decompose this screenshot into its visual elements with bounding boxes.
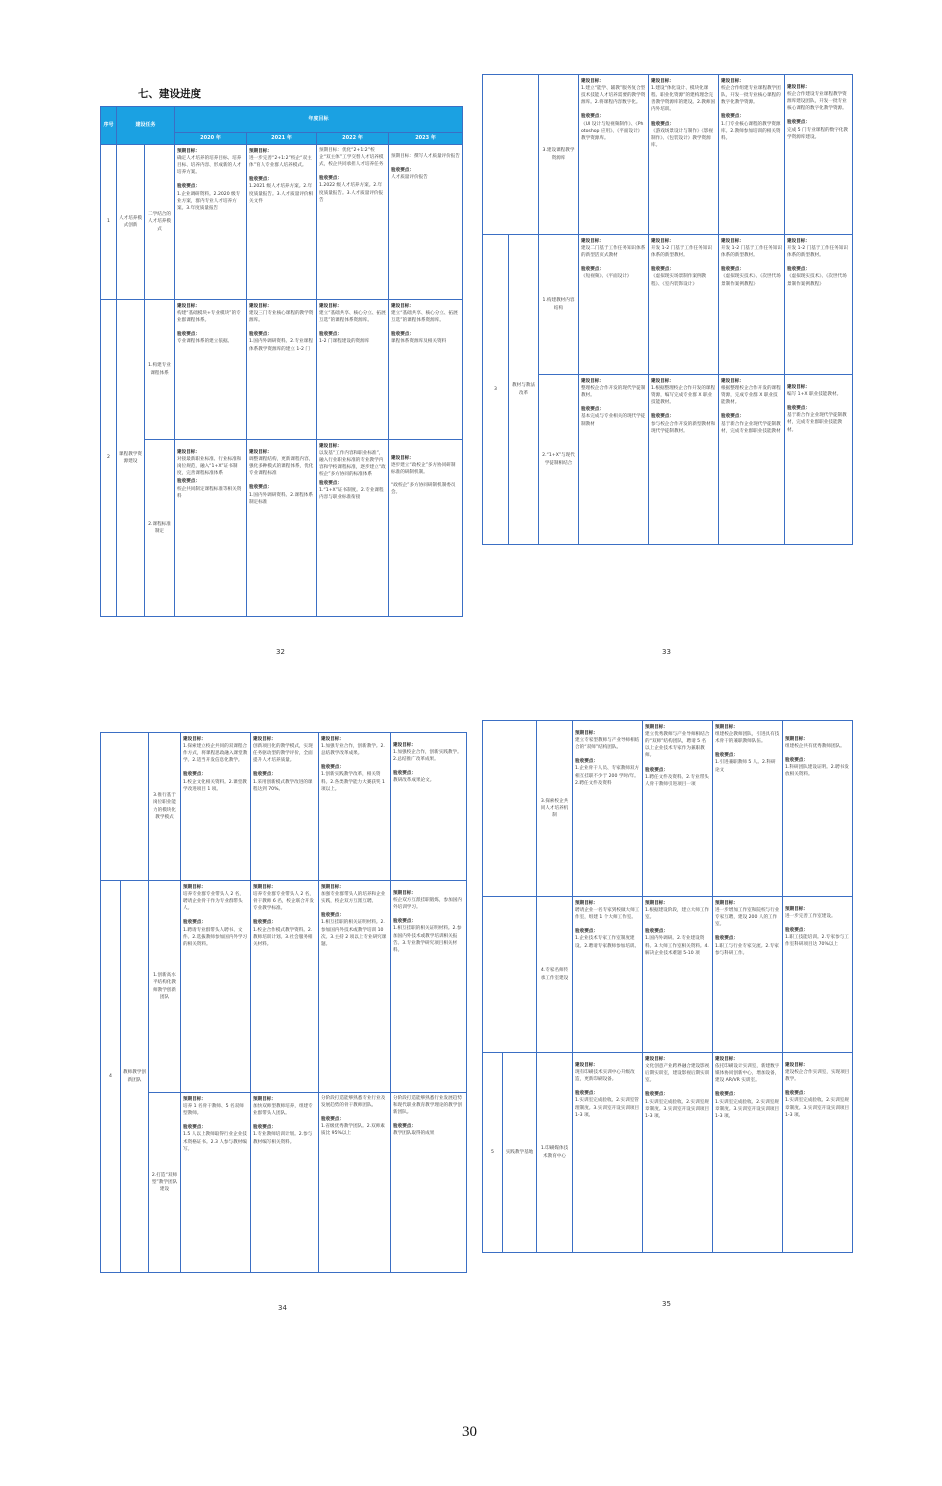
table-row	[483, 75, 853, 235]
sub-task: 4.专家名师传承工作室建设	[537, 897, 573, 1053]
sub-task: 1.创新高水平结构化教师教学创新团队	[149, 881, 181, 1093]
schedule-table-p34	[100, 732, 467, 1273]
sub-task: 3.推行基于岗位职业能力的模块化教学模式	[149, 733, 181, 881]
cell-2020: 建设目标： 1.建立“能学、辅教”服务复合型技术技能人才培养需要的教学资源库。2.将课程内容数字化。 验收要点： 《UI 设计与短视频制作》、《Photoshop 应用》、《平面设计》教学资源库。	[579, 75, 649, 235]
cell-2023: 预期目标： 组建校企共有优秀教师团队。 验收要点： 1.科研团队建设证明。2.聘书发放相关资料。	[783, 721, 853, 897]
sub-task: 2.“1+X”与现代学徒制相结合	[539, 375, 579, 545]
cell-2020: 建设目标： 1.探索建立校企共同的双课程合作方式，将课程思政融入课堂教学。2.适当开发信息化教学。 验收要点： 1.校企文化相关资料。2.课堂教学改进项目 1 项。	[181, 733, 251, 881]
row-number: 5	[483, 1053, 503, 1253]
table-row	[483, 897, 853, 1053]
schedule-table-p33	[482, 74, 853, 545]
cell-2022: 分阶段打造能够熟悉专业行业及发展趋势的骨干教师团队。 验收要点： 1.省级优秀教学团队。2.双师素质比 95%以上	[319, 1093, 391, 1273]
table-row	[483, 721, 853, 897]
row-number: 3	[483, 235, 509, 545]
page-number: 35	[662, 1300, 671, 1308]
header-2020: 2020 年	[175, 133, 247, 145]
cell-2021: 预期目标： 进一步完善“2+1:2”校企“双主体”育人专业群人培养模式。 验收要点： 1.2021 级人才培养方案。2.年度质量报告。3.人才质量评价相关文件	[247, 145, 317, 300]
sub-task: 2.课程标准制定	[145, 440, 175, 617]
cell-2023: 预期目标： 校企双方互派挂职锻炼，参加国内外培训学习。 验收要点： 1.相互挂职的相关证明材料。2.参加国内外技术或教学培训相关报告。3.专业教学研究项目相关材料。	[391, 881, 467, 1093]
cell-2021: 建设目标： 1.建设“体化设计、模块化课程、职业化资源”的建构理念完善教学资源库的建设。2.教师国内外培训。 验收要点： 《游戏场景设计与制作》《影视制作》、《包装设计》教学资源库。	[649, 75, 719, 235]
footer-page-number: 30	[462, 1424, 477, 1440]
header-task: 建设任务	[117, 107, 175, 145]
cell-2020: 预期目标： 聘请企业一名专家到校做大师工作室，组建 1 个大师工作室。 验收要点： 1.企业技术专家工作室制度建设。2.聘请专家教师参加培训。	[573, 897, 643, 1053]
table-row	[483, 1053, 853, 1253]
document-page-32	[100, 80, 462, 670]
header-2022: 2022 年	[317, 133, 389, 145]
cell-2022: 建设目标： 校企合作组建专业课程教学团队，开发一批专业核心课程的数字化教学资源。 验收要点： 1.门专业核心课程的教学资源库。2.教师参加培训的相关资料。	[719, 75, 785, 235]
cell-2020: 预期目标： 培养 1 名骨干教师、5 名双师型教师。 验收要点： 1.5 人以上教师取得行业企业技术资格证书。2.3 人参与教材编写。	[181, 1093, 251, 1273]
cell-2022: 建设目标： 开发 1-2 门基于工作任务知识体系的新型教材。 验收要点： 《虚拟现实技术》、《次世代场景制作案例教程》	[719, 235, 785, 375]
table-row	[101, 1093, 467, 1273]
table-row	[101, 145, 463, 300]
cell-2023: 预期目标： 进一步完善工作室建设。 验收要点： 1.职工技能培训。2.专家参与工作室科研项目达 70%以上	[783, 897, 853, 1053]
sub-task: 3.建设课程教学资源库	[539, 75, 579, 235]
document-page-35	[482, 718, 854, 1312]
document-page-33	[482, 72, 854, 662]
schedule-table-p32	[100, 106, 463, 617]
cell-2022: 预期目标：优化“2+1:2”校企“双主体”工学交替人才培养模式，校企共同承担人才培养任务 验收要点： 1.2022 级人才培养方案。2.年度质量报告。3.人才质量评价报告	[317, 145, 389, 300]
table-row	[101, 733, 467, 881]
cell-2020: 建设目标： 对接最新职业标准、行业标准和岗位规范，融入“1+X”证书制度，完善课程标准体系 验收要点： 校企共同制定课程标准等相关资料	[175, 440, 247, 617]
cell-2023: 预期目标：撰写人才质量评价报告 验收要点： 人才质量评价报告	[389, 145, 463, 300]
sub-task: 二学结合的人才培养模式	[145, 145, 175, 300]
page-number: 33	[662, 648, 671, 656]
sub-task: 3.探索校企共同人才培养机制	[537, 721, 573, 897]
cell-2021: 建设目标： 建设三门专业核心课程的教学资源库。 验收要点： 1.国内外调研资料。2.专业课程体系教学资源库的建立 1-2 门	[247, 300, 317, 440]
cell-2021: 预期目标： 加快双师型教师培养，组建专业群带头人团队。 验收要点： 1.专业教师培训计划。2.参与教材编写相关资料。	[251, 1093, 319, 1273]
cell-2023: 建设目标： 开发 1-2 门基于工作任务知识体系的新型教材。 验收要点： 《虚拟现实技术》、《次世代场景制作案例教程》	[785, 235, 853, 375]
cell-2023: 建设目标： 校企合作建设专业课程教学资源库建设团队，开发一批专业核心课程的数字化教学资源。 验收要点： 完成 5 门专业课程的数字化教学资源库建设。	[785, 75, 853, 235]
task-name: 课程教学资源建设	[117, 300, 145, 617]
header-seq: 序号	[101, 107, 117, 145]
cell-2021: 建设目标： 1.根据整理校企合作开发的课程资源，编写完成专业群 X 职业技能教材。 验收要点： 参与校企合作开发的新型教材和现代学徒制教材。	[649, 375, 719, 545]
header-annual: 年度目标	[175, 107, 463, 133]
cell-2022: 建设目标： 建立“基础共享、核心分立、拓展互选”的课程体系资源库。 验收要点： 1-2 门课程建设的资源库	[317, 300, 389, 440]
cell-2020: 建设目标： 构建“基础模块+专业模块”的专业群课程体系。 验收要点： 专业课程体系的建立依据。	[175, 300, 247, 440]
task-name: 人才培养模式创新	[117, 145, 145, 300]
page-number: 34	[278, 1304, 287, 1312]
sub-task: 2.打造“双师型”教学团队建设	[149, 1093, 181, 1273]
cell-2021: 建设目标： 创新项目化的教学模式，实现任务驱动型的教学评价，全面提升人才培养质量。 验收要点： 1.采用创新模式教学改进的课程达到 70%。	[251, 733, 319, 881]
schedule-table-p35	[482, 720, 853, 1253]
cell-2022: 预期目标： 加强专业群带头人的培养和企业实践，校企双方互派互聘。 验收要点： 1.相互挂职的相关证明材料。2.参加国内外技术或教学培训 10 次。3.主持 2 项以上专业研究课题。	[319, 881, 391, 1093]
table-row	[101, 300, 463, 440]
header-2023: 2023 年	[389, 133, 463, 145]
cell-2023: 建设目标： 逐步建立“政校企”多方协同研制标准的研制机制。 “政校企”多方协同研制机制委员会。	[389, 440, 463, 617]
cell-2022: 建设目标： 根据整理校企合作开发的课程资源，完成专业群 X 职业技能教材。 验收要点： 基于新合作企业现代学徒制教材，完成专业群职业技能教材	[719, 375, 785, 545]
table-row	[101, 881, 467, 1093]
cell-2020: 建设目标： 现有印刷技术实训中心升级改造，更新印刷设备。 验收要点： 1.实训室完成验收。2.实训室管理制度。3.实训室开设实训项目 1-3 项。	[573, 1053, 643, 1253]
cell-2022: 预期目标： 组建校企教师团队，引进具有技术骨干的兼职教师队伍。 验收要点： 1.引进兼职教师 5 人。2.科研论文	[713, 721, 783, 897]
section-title: 七、建设进度	[138, 88, 201, 100]
cell-2020: 预期目标： 建立专家型教师与产业导师相结合的“双师”结构团队。 验收要点： 1.企业骨干人员、专家教师双方相互挂职不少于 200 学时/年。2.聘任文件及资料	[573, 721, 643, 897]
task-name: 教材与教法改革	[509, 235, 539, 545]
cell-2021: 预期目标： 1.根据建设阶段，建立大师工作室。 验收要点： 1.国内外调研。2.专业建设资料。3.大师工作室相关资料。4.解决企业技术难题 5-10 项	[643, 897, 713, 1053]
cell-2020: 建设目标： 建设二门基于工作任务知识体系的新型活页式教材 验收要点： 《短视频》、《平面设计》	[579, 235, 649, 375]
sub-task: 1.印刷媒体技术教育中心	[537, 1053, 573, 1253]
task-name: 实践教学基地	[503, 1053, 537, 1253]
header-2021: 2021 年	[247, 133, 317, 145]
cell-2020: 预期目标： 培养专业群专业带头人 2 名，聘请企业骨干作为专业群带头人。 验收要点： 1.聘请专业群带头人聘书、文件。2.选拔教师参加国内外学习的相关资料。	[181, 881, 251, 1093]
cell-2023: 建设目标： 建立“基础共享、核心分立、拓展互选”的课程体系资源库。 验收要点： 课程体系资源库及相关资料	[389, 300, 463, 440]
document-page-34	[100, 732, 466, 1322]
page-number: 32	[276, 648, 285, 656]
cell-2022: 建设目标： 1.加强专业合作，创新教学。2.总结教学改革成果。 验收要点： 1.创新实践教学改革，相关资料。2.各类教学能力大赛获奖 1 项以上。	[319, 733, 391, 881]
sub-task: 1.构建教材内容结构	[539, 235, 579, 375]
cell-2022: 预期目标： 进一步增加工作室和院校与行业专家互聘，建设 200 人的工作室。 验收要点： 1.职工与行业专家交流。2.专家参与科研工作。	[713, 897, 783, 1053]
cell-2021: 建设目标： 调整课程结构，更新课程内容，强化多种模式的课程体系，优化专业课程标准 验收要点： 1.国内外调研资料。2.课程体系制定标准	[247, 440, 317, 617]
sub-task: 1.构建专业课程体系	[145, 300, 175, 440]
cell-2023: 分阶段打造能够熟悉行业发展趋势和现代职业教育教学理论的教学创新团队。 验收要点： 教学团队取得的成果	[391, 1093, 467, 1273]
cell-2021: 预期目标： 培养专业群专业带头人 2 名，骨干教师 6 名，校企联合开发专业教学标准。 验收要点： 1.校企合作模式教学资料。2.教师培训计划。3.社会服务相关材料。	[251, 881, 319, 1093]
cell-2021: 建设目标： 开发 1-2 门基于工作任务知识体系的新型教材。 验收要点： 《虚拟现实场景制作案例教程》、《室内装饰设计》	[649, 235, 719, 375]
table-row	[101, 440, 463, 617]
table-row	[483, 375, 853, 545]
cell-2021: 建设目标： 文化创意产业跨界融合建设影视后期实训室，建设影视后期实训室。 验收要点： 1.实训室完成验收。2.实训室规章制度。3.实训室开设实训项目 1-3 项。	[643, 1053, 713, 1253]
row-number: 4	[101, 881, 121, 1273]
row-number: 2	[101, 300, 117, 617]
cell-2022: 建设目标： 依托印刷设计实训室，新建数字媒体协同创新中心，增加设备，建设 AR/VR 实训室。 验收要点： 1.实训室完成验收。2.实训室规章制度。3.实训室开设实训项目 1-3 项。	[713, 1053, 783, 1253]
cell-2023: 建设目标： 编写 1+X 职业技能教材。 验收要点： 基于新合作企业现代学徒制教材，完成专业群职业技能教材。	[785, 375, 853, 545]
row-number: 1	[101, 145, 117, 300]
cell-2020: 建设目标： 整理校企合作开发的现代学徒制教材。 验收要点： 基本完成与专业相关的现代学徒制教材	[579, 375, 649, 545]
cell-2020: 预期目标： 确定人才培养的培养目标、培养目标、培养内容、形成新的人才培养方案。 验收要点： 1.企业调研资料。2.2020 级专业方案，群内专业人才培养方案。3.年度质量报告	[175, 145, 247, 300]
cell-2023: 建设目标： 1.加强校企合作，创新实践教学。2.总结推广改革成果。 验收要点： 教研改革成果论文。	[391, 733, 467, 881]
cell-2021: 预期目标： 建立优秀教师与产业导师相结合的“双师”结构团队，聘请 5 名以上企业技术专家作为兼职教师。 验收要点： 1.聘任文件及资料。2.专业带头人骨干教师引进项目一项	[643, 721, 713, 897]
task-name: 教师教学创新团队	[121, 881, 149, 1273]
table-row	[483, 235, 853, 375]
cell-2022: 建设目标： 以发基“工作内容和职业标准”，融入行业职业标准的专业教学内容和学校课程标准，逐步建立“政校企”多方协同的标准体系 验收要点： 1.“1+X”证书制度。2.专业课程内容与职业标准衔接	[317, 440, 389, 617]
cell-2023: 建设目标： 建设校企合作实训室，实现项目教学。 验收要点： 1.实训室完成验收。2.实训室规章制度。3.实训室开设实训项目 1-3 项。	[783, 1053, 853, 1253]
